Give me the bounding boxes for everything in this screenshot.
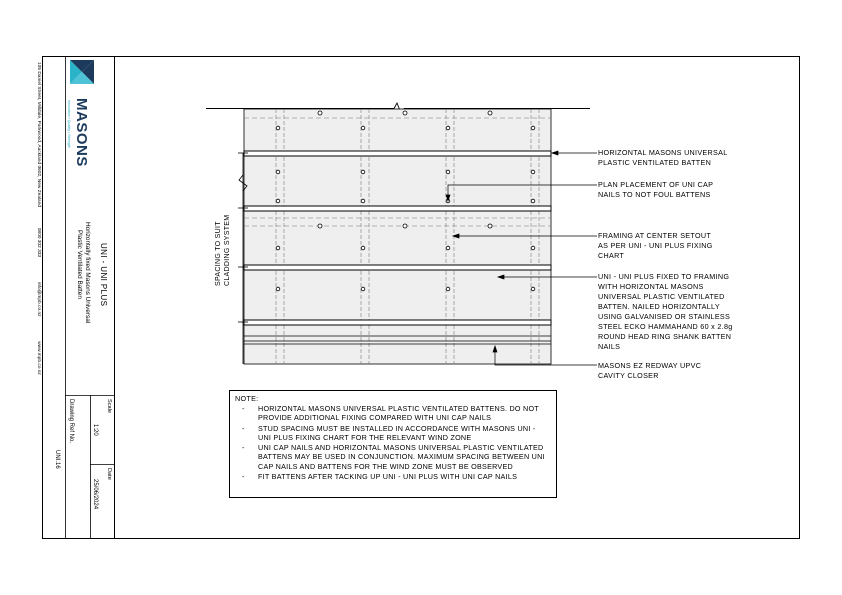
nail <box>276 170 280 174</box>
company-address <box>36 62 41 375</box>
date-value-text: 25/06/2024 <box>92 479 98 510</box>
drawing-ref-value <box>54 450 60 469</box>
scale-value <box>92 424 98 436</box>
nail <box>531 170 535 174</box>
address-text: 105 Daniel Street, Milldale, Parkwood, Auckland 0602, New Zealand <box>36 62 41 208</box>
callout-fixing: UNI - UNI PLUS FIXED TO FRAMING WITH HORIZONTAL MASONS UNIVERSAL PLASTIC VENTILATED BATTEN. NAILED HORIZONTALLY USING GALVANISED OR STAINLESS STEEL ECKO HAMMAHAND 60 x 2.8g ROUND HEAD RING SHANK BATTEN NAILS <box>598 272 733 351</box>
nail <box>318 111 322 115</box>
scale-label-text: Scale <box>106 399 112 413</box>
nail <box>531 126 535 130</box>
nail <box>361 287 365 291</box>
nail <box>446 287 450 291</box>
nail <box>276 199 280 203</box>
note-item: - STUD SPACING MUST BE INSTALLED IN ACCORDANCE WITH MASONS UNI - UNI PLUS FIXING CHART FOR THE RELEVANT WIND ZONE <box>240 424 550 443</box>
date-label <box>106 468 112 480</box>
nail <box>488 111 492 115</box>
website-text: www.mpb.co.nz <box>36 341 41 375</box>
batten <box>244 320 551 325</box>
callout-framing: FRAMING AT CENTER SETOUT AS PER UNI - UNI PLUS FIXING CHART <box>598 231 713 260</box>
date-label-text: Date <box>106 468 112 480</box>
product-description <box>75 222 91 323</box>
nail <box>276 126 280 130</box>
product-title-text: UNI - UNI PLUS <box>99 243 108 307</box>
callout-cavity-closer: MASONS EZ REDWAY UPVC CAVITY CLOSER <box>598 361 702 380</box>
spacing-label-line-1: SPACING TO SUIT <box>215 221 222 286</box>
phone-text: 0800 302 333 <box>36 227 41 258</box>
description-line-1: Horizontally fixed Masons Universal <box>84 222 91 324</box>
date-value <box>92 479 98 509</box>
callout-nail-placement: PLAN PLACEMENT OF UNI CAP NAILS TO NOT FOUL BATTENS <box>598 180 714 199</box>
nail <box>361 246 365 250</box>
cladding-panel <box>244 109 551 364</box>
notes-box <box>229 390 557 498</box>
nail <box>446 126 450 130</box>
note-item: - UNI CAP NAILS AND HORIZONTAL MASONS UNIVERSAL PLASTIC VENTILATED BATTENS MAY BE USED IN CONJUNCTION. MAXIMUM SPACING BETWEEN UNI CAP NAILS AND BATTENS FOR THE WIND ZONE MUST BE OBSERVED <box>240 443 550 471</box>
drawing-ref-label <box>68 399 74 443</box>
nail <box>531 199 535 203</box>
nail <box>361 199 365 203</box>
nail <box>276 287 280 291</box>
nail <box>276 246 280 250</box>
nail <box>318 224 322 228</box>
notes-title: NOTE: <box>235 394 259 403</box>
scale-label <box>106 399 112 413</box>
drawing-ref-label-text: Drawing Ref No. <box>68 399 74 444</box>
batten <box>244 265 551 270</box>
nail <box>446 246 450 250</box>
nail <box>403 224 407 228</box>
note-item: - HORIZONTAL MASONS UNIVERSAL PLASTIC VENTILATED BATTENS. DO NOT PROVIDE ADDITIONAL FIXING COMPARED WITH UNI CAP NAILS <box>240 404 550 423</box>
nail <box>531 246 535 250</box>
drawing-ref-value-text: UNI.16 <box>54 450 60 469</box>
spacing-label-line-2: CLADDING SYSTEM <box>224 214 231 286</box>
description-line-2: Plastic Ventilated Batten <box>76 230 83 299</box>
scale-value-text: 1:20 <box>92 424 98 436</box>
brand-name-text: MASONS <box>73 98 90 167</box>
brand-tagline <box>67 100 71 148</box>
spacing-label <box>214 215 232 286</box>
batten <box>244 206 551 211</box>
nail <box>361 170 365 174</box>
callout-batten: HORIZONTAL MASONS UNIVERSAL PLASTIC VENTILATED BATTEN <box>598 148 728 167</box>
brand-tagline-text: Innovation • Quality • Strength <box>67 100 71 148</box>
nail <box>361 126 365 130</box>
brand-name <box>73 98 90 167</box>
notes-list <box>240 404 550 482</box>
nail <box>488 224 492 228</box>
nail <box>403 111 407 115</box>
product-title <box>99 243 108 306</box>
nail <box>531 287 535 291</box>
email-text: info@mpb.co.nz <box>36 281 41 317</box>
batten <box>244 151 551 156</box>
note-item: - FIT BATTENS AFTER TACKING UP UNI - UNI PLUS WITH UNI CAP NAILS <box>240 472 550 481</box>
nail <box>446 170 450 174</box>
masons-logo-mark <box>70 60 94 84</box>
